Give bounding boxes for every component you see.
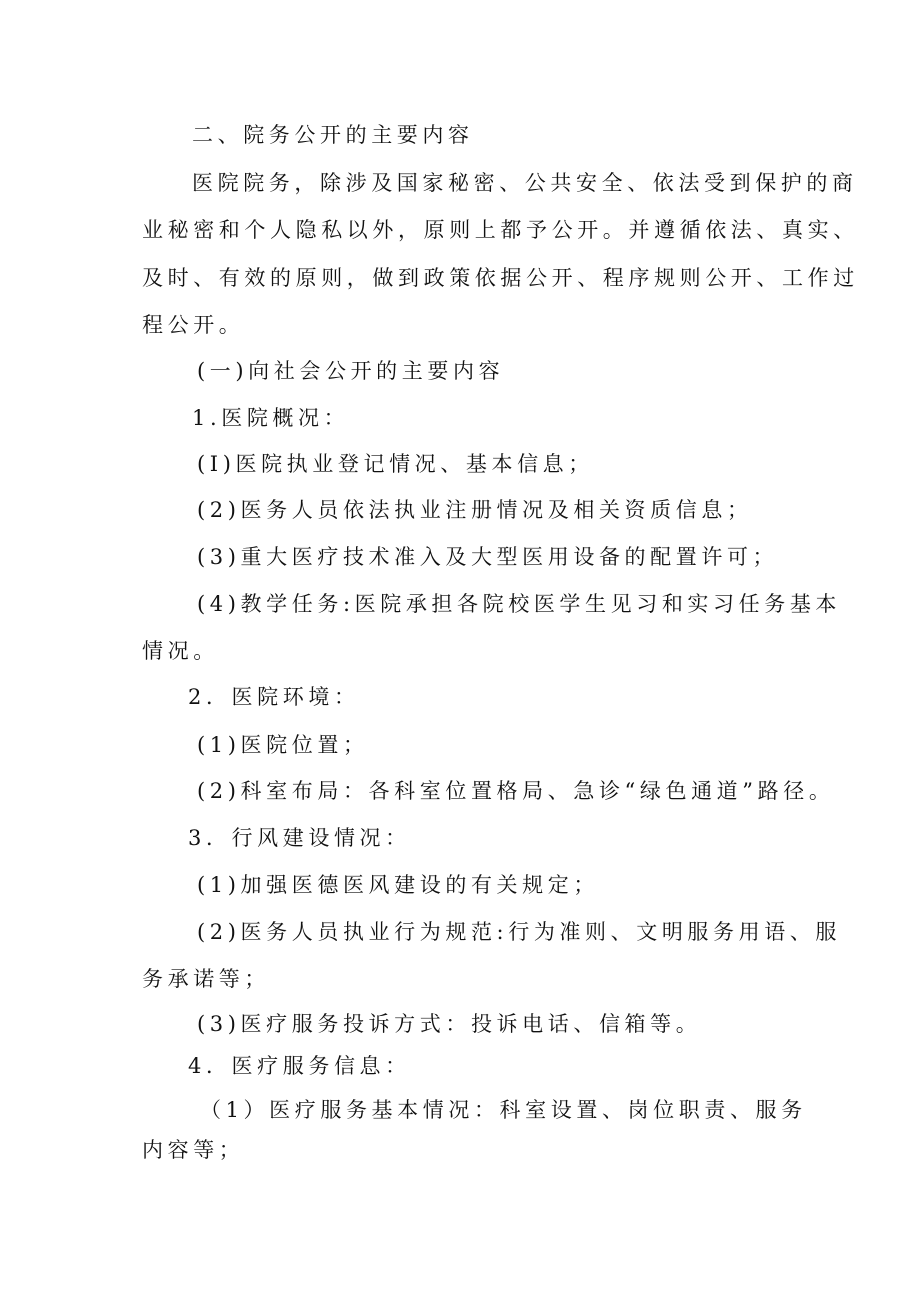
list-item-continuation: 情况。 — [142, 639, 219, 663]
item-heading: 4．医疗服务信息： — [188, 1054, 411, 1078]
paragraph-line: 业秘密和个人隐私以外，原则上都予公开。并遵循依法、真实、 — [142, 218, 859, 242]
list-item: (1)医院位置； — [197, 733, 369, 757]
section-heading: 二、院务公开的主要内容 — [192, 123, 474, 147]
list-item: （1）医疗服务基本情况：科室设置、岗位职责、服务 — [200, 1098, 807, 1122]
list-item-continuation: 务承诺等； — [142, 967, 270, 991]
list-item: (3)医疗服务投诉方式：投诉电话、信箱等。 — [197, 1012, 702, 1036]
list-item: (3)重大医疗技术准入及大型医用设备的配置许可； — [197, 545, 779, 569]
paragraph-line: 程公开。 — [142, 313, 245, 337]
list-item: (I)医院执业登记情况、基本信息； — [197, 452, 594, 476]
list-item-continuation: 内容等； — [142, 1138, 245, 1162]
item-heading: 1.医院概况： — [192, 406, 350, 430]
list-item: (2)医务人员执业行为规范:行为准则、文明服务用语、服 — [197, 920, 842, 944]
item-heading: 3．行风建设情况： — [188, 826, 411, 850]
paragraph-line: 及时、有效的原则，做到政策依据公开、程序规则公开、工作过 — [142, 266, 859, 290]
list-item: (2)科室布局：各科室位置格局、急诊“绿色通道”路径。 — [197, 779, 835, 803]
item-heading: 2．医院环境： — [188, 685, 360, 709]
list-item: (1)加强医德医风建设的有关规定； — [197, 873, 599, 897]
paragraph-line: 医院院务，除涉及国家秘密、公共安全、依法受到保护的商 — [192, 171, 858, 195]
list-item: (4)教学任务:医院承担各院校医学生见习和实习任务基本 — [197, 592, 842, 616]
subsection-heading: (一)向社会公开的主要内容 — [197, 359, 505, 383]
list-item: (2)医务人员依法执业注册情况及相关资质信息； — [197, 498, 753, 522]
